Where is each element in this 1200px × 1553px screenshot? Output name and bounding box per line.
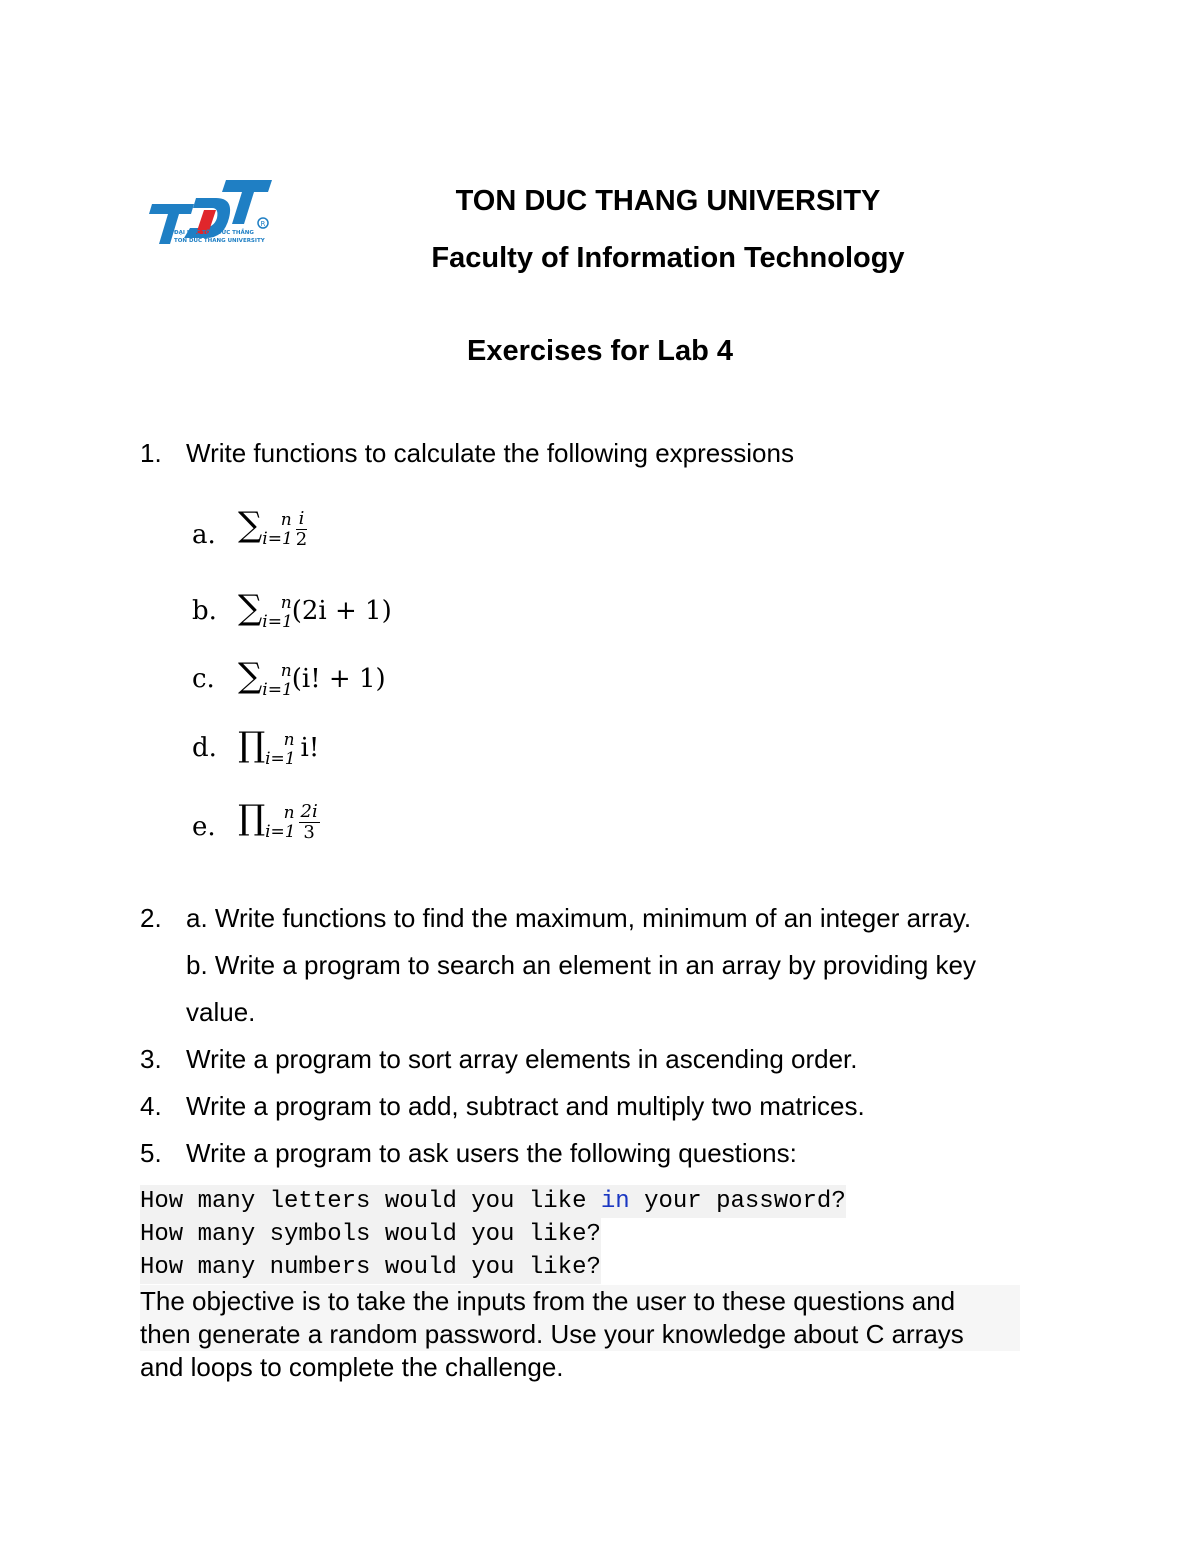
expr-e-numerator: 2i (300, 800, 318, 822)
expr-c-sub: i=1 (262, 680, 293, 700)
q5-number: 5. (140, 1138, 162, 1168)
q4-number: 4. (140, 1091, 162, 1121)
expr-e-fraction (299, 802, 320, 843)
expr-c (238, 656, 386, 700)
expr-a-sup: n (280, 510, 292, 530)
expr-a-sub: i=1 (262, 529, 293, 549)
sum-symbol: ∑ (238, 656, 263, 696)
expr-c-sup: n (280, 661, 292, 681)
svg-text:R: R (260, 220, 266, 228)
expr-d-sub: i=1 (265, 749, 296, 769)
expr-c-body: (i! + 1) (291, 664, 386, 694)
expr-a-label: a. (192, 520, 216, 550)
product-symbol: ∏ (238, 798, 266, 838)
expr-d-sup: n (283, 730, 295, 750)
faculty-name: Faculty of Information Technology (431, 242, 905, 274)
objective-line-2: then generate a random password. Use your knowledge about C arrays (140, 1318, 1020, 1351)
q3-text: Write a program to sort array elements in ascending order. (186, 1044, 858, 1074)
q2-line-a: a. Write functions to find the maximum, minimum of an integer array. (186, 903, 972, 933)
expr-d-label: d. (192, 733, 217, 763)
expr-a (238, 505, 307, 550)
expr-e (238, 798, 320, 843)
objective-line-3: and loops to complete the challenge. (140, 1352, 564, 1382)
expr-b-sub: i=1 (262, 612, 293, 632)
university-name: TON DUC THANG UNIVERSITY (455, 185, 881, 217)
q1-number: 1. (140, 438, 162, 468)
expr-a-numerator: i (296, 509, 307, 530)
expr-e-denominator: 3 (303, 821, 315, 843)
expr-e-sub: i=1 (265, 822, 296, 842)
q1-text: Write functions to calculate the following expressions (186, 438, 794, 468)
logo-caption-2: TON DUC THANG UNIVERSITY (174, 238, 265, 244)
code-line-3: How many numbers would you like? (140, 1251, 601, 1284)
q2-line-c: value. (186, 997, 256, 1027)
sum-symbol: ∑ (238, 505, 263, 545)
objective-line-1: The objective is to take the inputs from the user to these questions and (140, 1285, 1020, 1318)
q3-number: 3. (140, 1044, 162, 1074)
sum-symbol: ∑ (238, 588, 263, 628)
q5-text: Write a program to ask users the following questions: (186, 1138, 797, 1168)
page-title: Exercises for Lab 4 (467, 335, 733, 367)
q2-number: 2. (140, 903, 162, 933)
product-symbol: ∏ (238, 725, 266, 765)
code-line-1-start: How many letters would you like (140, 1188, 601, 1215)
expr-b-sup: n (280, 593, 292, 613)
q2-line-b: b. Write a program to search an element in an array by providing key (186, 950, 977, 980)
q4-text: Write a program to add, subtract and multiply two matrices. (186, 1091, 865, 1121)
code-line-2: How many symbols would you like? (140, 1218, 601, 1251)
expr-e-label: e. (192, 812, 216, 842)
expr-e-sup: n (283, 803, 295, 823)
expr-c-label: c. (192, 664, 215, 694)
logo-caption-1: ĐẠI HỌC TÔN ĐỨC THẮNG (174, 230, 254, 236)
expr-a-fraction (296, 509, 307, 550)
expr-b (238, 588, 392, 632)
code-line-1 (140, 1185, 846, 1218)
expr-a-denominator: 2 (295, 528, 308, 550)
expr-d-body: i! (300, 733, 320, 763)
expr-d (238, 725, 320, 769)
code-keyword: in (600, 1188, 630, 1215)
code-line-1-end: your password? (629, 1188, 846, 1215)
expr-b-body: (2i + 1) (291, 596, 392, 626)
expr-b-label: b. (192, 596, 217, 626)
